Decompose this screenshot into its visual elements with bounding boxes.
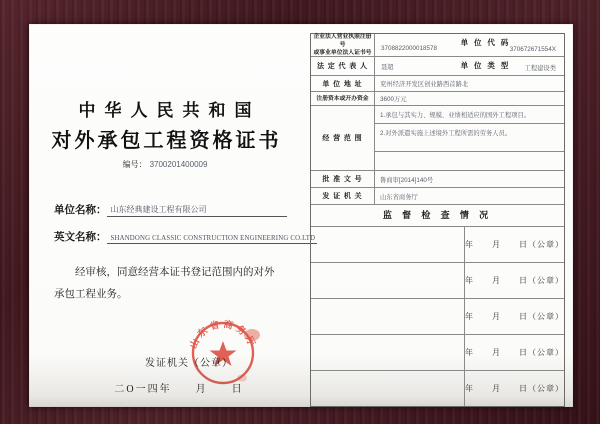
scope-item-2: 2.对外派遣实施上述境外工程所需的劳务人员。 xyxy=(375,124,564,152)
approval-statement: 经审核，同意经营本证书登记范围内的对外承包工程业务。 xyxy=(54,267,275,300)
row-registration xyxy=(311,34,564,56)
serial-label: 编号： xyxy=(122,160,147,169)
serial-number: 3700201400009 xyxy=(149,160,208,169)
capital-value: 3600万元 xyxy=(380,96,407,103)
info-table xyxy=(310,33,565,407)
approval-doc-value: 鲁商审[2014]140号 xyxy=(380,176,434,184)
unit-name-value: 山东经典建设工程有限公司 xyxy=(107,204,288,217)
inspection-row xyxy=(311,370,564,406)
country-title: 中华人民共和国 xyxy=(78,101,261,120)
certificate-title: 对外承包工程资格证书 xyxy=(51,130,282,152)
unit-code-value: 370672671554X xyxy=(509,46,556,53)
inspection-date-stamp: 年 月 日（公章） xyxy=(465,240,564,249)
inspection-date-stamp: 年 月 日（公章） xyxy=(465,348,564,357)
approval-doc-label: 批 准 文 号 xyxy=(311,171,375,187)
inspection-date-stamp: 年 月 日（公章） xyxy=(465,384,564,393)
certificate-right-page xyxy=(301,24,573,407)
inspection-row xyxy=(311,226,564,262)
registration-label: 企业法人营业执照注册号 或事业单位法人证书号 xyxy=(311,34,375,56)
serial-number-line xyxy=(29,159,301,170)
unit-name-row xyxy=(54,202,287,217)
seal-star-icon xyxy=(210,341,237,366)
row-legal-representative xyxy=(311,56,564,75)
inspection-row xyxy=(311,298,564,334)
row-approval-doc xyxy=(311,170,564,187)
official-red-seal xyxy=(179,308,267,396)
issuing-authority-line: 发证机关（公章） xyxy=(145,358,233,369)
address-value: 兖州经济开发区创业路西首路北 xyxy=(380,81,469,88)
row-address xyxy=(311,75,564,91)
inspection-date-stamp: 年 月 日（公章） xyxy=(465,312,564,321)
certificate-left-page xyxy=(29,24,316,407)
issuing-authority-label: 发 证 机 关 xyxy=(311,188,375,204)
english-name-row xyxy=(54,229,316,244)
issue-date-line: 二O一四年 月 日 xyxy=(114,384,244,395)
legal-rep-label: 法 定 代 表 人 xyxy=(311,57,375,75)
seal-text: 山东省商务厅 xyxy=(189,320,257,351)
capital-label: 注册资本或开办资金 xyxy=(311,92,375,105)
row-issuing-authority xyxy=(311,187,564,204)
unit-code-label: 单 位 代 码 xyxy=(460,38,511,47)
legal-rep-value: 聂超 xyxy=(381,64,394,71)
unit-type-label: 单 位 类 型 xyxy=(460,61,511,70)
row-inspection-header xyxy=(311,204,564,226)
issuing-authority-value: 山东省商务厅 xyxy=(380,193,418,201)
inspection-row xyxy=(311,334,564,370)
english-name-label: 英文名称： xyxy=(54,232,107,243)
inspection-date-stamp: 年 月 日（公章） xyxy=(465,276,564,285)
unit-name-label: 单位名称： xyxy=(54,205,107,216)
scope-item-empty xyxy=(375,152,564,169)
inspection-row xyxy=(311,262,564,298)
row-capital xyxy=(311,91,564,105)
row-business-scope xyxy=(311,105,564,170)
inspection-header: 监 督 检 查 情 况 xyxy=(382,210,493,220)
scope-label: 经 营 范 围 xyxy=(311,106,375,170)
unit-type-value: 工程建设类 xyxy=(524,65,556,72)
registration-number: 3708822000018578 xyxy=(381,45,438,52)
certificate-page xyxy=(29,24,573,407)
address-label: 单 位 地 址 xyxy=(311,76,375,91)
english-name-value: SHANDONG CLASSIC CONSTRUCTION ENGINEERING CO.LTD xyxy=(107,235,318,244)
scope-item-1: 1.承包与其实力、规模、业绩相适应的国外工程项目。 xyxy=(375,106,564,124)
